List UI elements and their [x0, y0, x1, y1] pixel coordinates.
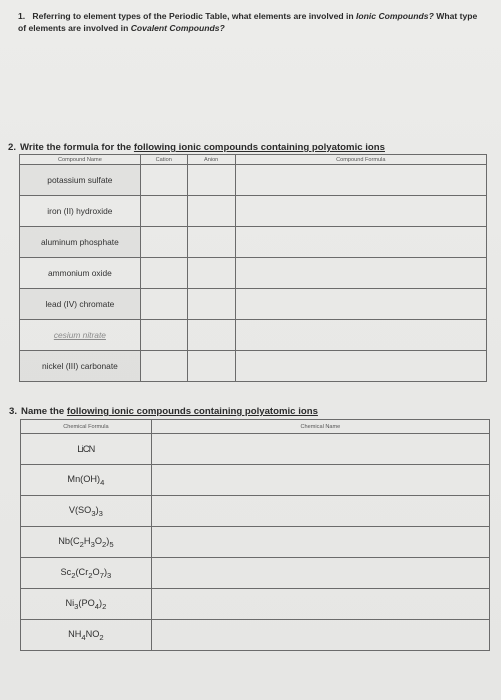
column-header-chemical-formula: Chemical Formula: [21, 420, 152, 434]
question-2-header-row: [20, 155, 487, 165]
cation-cell[interactable]: [140, 258, 187, 289]
question-3-title: [9, 406, 318, 417]
question-2-title: [8, 142, 385, 153]
formula-text: $Nb(C_2H_3O_2)_5$: [58, 535, 114, 549]
chemical-formula-cell: [21, 527, 152, 558]
question-3-number: 3.: [9, 406, 18, 417]
table-row: [21, 558, 490, 589]
table-row: [21, 465, 490, 496]
chemical-formula-cell: [21, 465, 152, 496]
table-row: [20, 227, 487, 258]
table-row: [21, 527, 490, 558]
column-header-cation: Cation: [140, 155, 187, 165]
question-3-title-plain: Name the: [21, 406, 65, 417]
question-1-number: 1.: [18, 11, 26, 21]
chemical-name-cell[interactable]: [151, 434, 489, 465]
question-3-table: [20, 419, 490, 651]
table-row: [20, 289, 487, 320]
column-header-compound-formula: Compound Formula: [235, 155, 486, 165]
formula-cell[interactable]: [235, 258, 486, 289]
anion-cell[interactable]: [187, 227, 235, 258]
cation-cell[interactable]: [140, 320, 187, 351]
cation-cell[interactable]: [140, 351, 187, 382]
question-3-title-underlined: following ionic compounds containing polyatomic ions: [66, 406, 318, 417]
chemical-formula-cell: [21, 558, 152, 589]
column-header-compound-name: Compound Name: [20, 155, 141, 165]
formula-cell[interactable]: [235, 165, 486, 196]
question-2-number: 2.: [8, 142, 17, 153]
cation-cell[interactable]: [140, 165, 187, 196]
cation-cell[interactable]: [140, 227, 187, 258]
formula-cell[interactable]: [235, 227, 486, 258]
formula-text: $Sc_2(Cr_2O_7)_3$: [60, 566, 112, 580]
chemical-formula-cell: [21, 496, 152, 527]
chemical-name-cell[interactable]: [151, 620, 489, 651]
compound-name-cell: potassium sulfate: [20, 165, 141, 196]
cation-cell[interactable]: [140, 289, 187, 320]
table-row: [21, 434, 490, 465]
formula-text: $Mn(OH)_4$: [67, 473, 105, 487]
formula-cell[interactable]: [235, 320, 486, 351]
chemical-formula-cell: [21, 589, 152, 620]
formula-text: $Ni_3(PO_4)_2$: [65, 597, 107, 611]
table-row: [21, 620, 490, 651]
compound-name-cell: cesium nitrate: [20, 320, 141, 351]
compound-name-cell: ammonium oxide: [20, 258, 141, 289]
chemical-name-cell[interactable]: [151, 527, 489, 558]
formula-text: LiCN: [77, 444, 95, 454]
question-2-table: [19, 154, 487, 382]
compound-name-cell: iron (II) hydroxide: [20, 196, 141, 227]
question-1: [18, 10, 478, 34]
table-row: [20, 258, 487, 289]
formula-cell[interactable]: [235, 196, 486, 227]
anion-cell[interactable]: [187, 320, 235, 351]
formula-text: $NH_4NO_2$: [68, 628, 104, 642]
column-header-anion: Anion: [187, 155, 235, 165]
table-row: [20, 351, 487, 382]
chemical-name-cell[interactable]: [151, 589, 489, 620]
formula-cell[interactable]: [235, 289, 486, 320]
compound-name-cell: aluminum phosphate: [20, 227, 141, 258]
chemical-formula-cell: [21, 434, 152, 465]
anion-cell[interactable]: [187, 196, 235, 227]
table-row: [21, 496, 490, 527]
anion-cell[interactable]: [187, 165, 235, 196]
chemical-name-cell[interactable]: [151, 558, 489, 589]
question-2-title-underlined: following ionic compounds containing polyatomic ions: [133, 142, 385, 153]
compound-name-cell: nickel (III) carbonate: [20, 351, 141, 382]
table-row: [20, 320, 487, 351]
anion-cell[interactable]: [187, 351, 235, 382]
question-1-ionic-term: Ionic Compounds?: [356, 11, 434, 21]
cation-cell[interactable]: [140, 196, 187, 227]
column-header-chemical-name: Chemical Name: [151, 420, 489, 434]
question-1-text-2: What type of elements are involved in: [18, 11, 478, 33]
anion-cell[interactable]: [187, 258, 235, 289]
formula-cell[interactable]: [235, 351, 486, 382]
compound-name-cell: lead (IV) chromate: [20, 289, 141, 320]
anion-cell[interactable]: [187, 289, 235, 320]
question-3-header-row: [21, 420, 490, 434]
chemical-formula-cell: [21, 620, 152, 651]
table-row: [20, 165, 487, 196]
formula-text: $V(SO_3)_3$: [68, 504, 103, 518]
chemical-name-cell[interactable]: [151, 496, 489, 527]
table-row: [21, 589, 490, 620]
question-2-title-plain: Write the formula for the: [20, 142, 132, 153]
table-row: [20, 196, 487, 227]
chemical-name-cell[interactable]: [151, 465, 489, 496]
question-1-covalent-term: Covalent Compounds?: [130, 23, 225, 33]
question-1-text: Referring to element types of the Periodic Table, what elements are involved in: [32, 11, 354, 21]
